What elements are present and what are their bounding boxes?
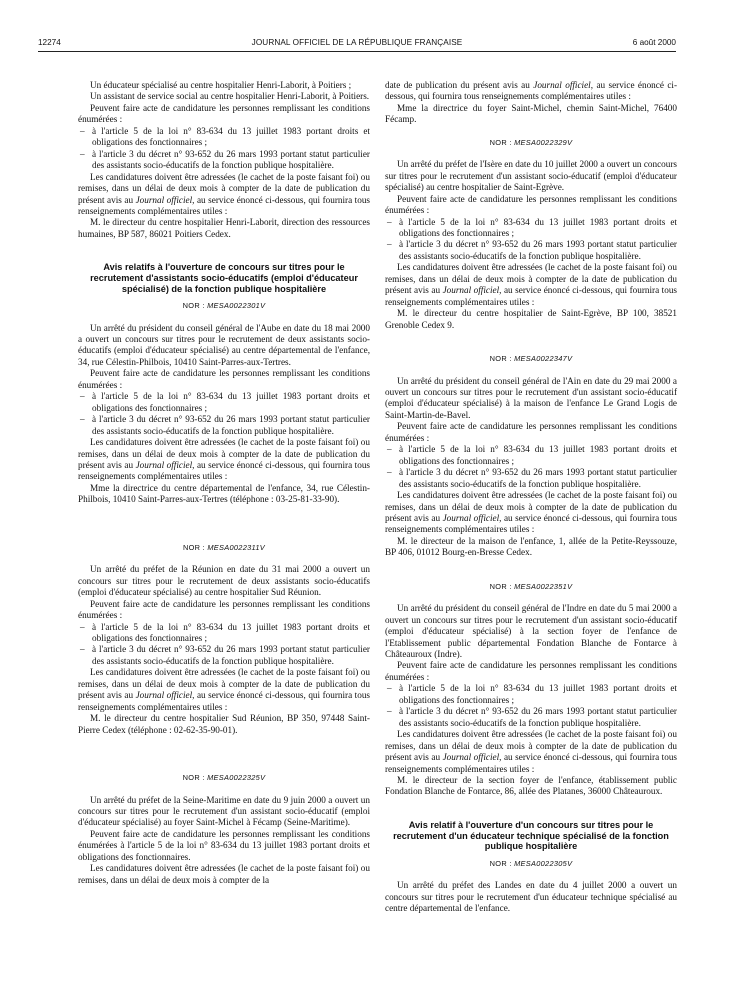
- paragraph: Peuvent faire acte de candidature les personnes remplissant les conditions énumérées :: [385, 660, 677, 682]
- condition-item: – à l'article 3 du décret n° 93-652 du 26 mars 1993 portant statut particulier des assistants socio-éducatifs de la fonction publique hospitalière.: [80, 414, 370, 436]
- paragraph: Les candidatures doivent être adressées (le cachet de la poste faisant foi) ou remises, dans un délai de deux mois à compter de la date de publication du présent avis au Journal officiel, au service énoncé ci-dessous, qui fournira tous renseignements complémentaires utiles :: [78, 171, 370, 216]
- paragraph: Peuvent faire acte de candidature les personnes remplissant les conditions énumérées à l'article 5 de la loi n° 83-634 du 13 juillet 1983 portant droits et obligations des fonctionnaires.: [78, 828, 370, 862]
- condition-item: – à l'article 5 de la loi n° 83-634 du 13 juillet 1983 portant droits et obligations des fonctionnaires ;: [387, 683, 677, 705]
- paragraph: Les candidatures doivent être adressées (le cachet de la poste faisant foi) ou remises, dans un délai de deux mois à compter de la date de publication du présent avis au Journal officiel, au service énoncé ci-dessous, qui fournira tous renseignements complémentaires utiles :: [78, 667, 370, 712]
- paragraph: Peuvent faire acte de candidature les personnes remplissant les conditions énumérées :: [385, 421, 677, 443]
- right-column: [385, 80, 677, 915]
- paragraph: Un arrêté du président du conseil général de l'Indre en date du 5 mai 2000 a ouvert un concours sur titres pour le recrutement d'un assistant socio-éducatif (emploi d'éducateur spécialisé) à la section foyer de l'enfance de l'Etablissement public départemental Fondation Blanche de Fontarce à Châteauroux (Indre).: [385, 603, 677, 660]
- paragraph: Les candidatures doivent être adressées (le cachet de la poste faisant foi) ou remises, dans un délai de deux mois à compter de la date de publication du présent avis au Journal officiel, au service énoncé ci-dessous, qui fournira tous renseignements complémentaires utiles :: [385, 262, 677, 307]
- paragraph: date de publication du présent avis au Journal officiel, au service énoncé ci-dessous, qui fournira tous renseignements complémentaires utiles :: [385, 80, 678, 102]
- nor-reference: NOR : MESA0022305V: [489, 858, 573, 868]
- nor-reference: NOR : MESA0022347V: [489, 354, 573, 364]
- condition-item: – à l'article 5 de la loi n° 83-634 du 13 juillet 1983 portant droits et obligations des fonctionnaires ;: [80, 125, 370, 148]
- paragraph: Peuvent faire acte de candidature les personnes remplissant les conditions énumérées :: [385, 193, 677, 216]
- address: M. le directeur du centre hospitalier Henri-Laborit, direction des ressources humaines, BP 587, 86021 Poitiers Cedex.: [78, 217, 370, 239]
- paragraph: Un arrêté du président du conseil général de l'Ain en date du 29 mai 2000 a ouvert un concours sur titres pour le recrutement d'un assistant socio-éducatif (emploi d'éducateur spécialisé) à la maison de l'enfance Le Grand Logis de Saint-Martin-de-Bavel.: [385, 375, 677, 420]
- paragraph: Les candidatures doivent être adressées (le cachet de la poste faisant foi) ou remises, dans un délai de deux mois à compter de la date de publication du présent avis au Journal officiel, au service énoncé ci-dessous, qui fournira tous renseignements complémentaires utiles :: [78, 437, 370, 482]
- section-heading: Avis relatifs à l'ouverture de concours sur titres pour le recrutement d'assistants socio-éducatifs (emploi d'éducateur spécialisé) de la fonction publique hospitalière: [90, 262, 358, 294]
- condition-item: – à l'article 3 du décret n° 93-652 du 26 mars 1993 portant statut particulier des assistants socio-éducatifs de la fonction publique hospitalière.: [387, 239, 677, 261]
- nor-reference: NOR : MESA0022311V: [182, 542, 266, 552]
- nor-reference: NOR : MESA0022325V: [182, 773, 266, 783]
- nor-reference: NOR : MESA0022351V: [489, 581, 573, 591]
- condition-item: – à l'article 3 du décret n° 93-652 du 26 mars 1993 portant statut particulier des assistants socio-éducatifs de la fonction publique hospitalière.: [387, 467, 677, 489]
- nor-reference: NOR : MESA0022329V: [489, 137, 573, 147]
- address: M. le directeur de la section foyer de l'enfance, établissement public Fondation Blanche de Fontarce, 86, allée des Platanes, 36000 Châteauroux.: [385, 775, 677, 797]
- paragraph: Un éducateur spécialisé au centre hospitalier Henri-Laborit, à Poitiers ;: [90, 80, 352, 90]
- paragraph: Un arrêté du préfet de la Réunion en date du 31 mai 2000 a ouvert un concours sur titres pour le recrutement de deux assistants socio-éducatifs (emploi d'éducateur spécialisé) au centre hospitalier Sud Réunion.: [78, 564, 370, 598]
- publication-date: 6 août 2000: [632, 38, 676, 47]
- condition-item: – à l'article 3 du décret n° 93-652 du 26 mars 1993 portant statut particulier des assistants socio-éducatifs de la fonction publique hospitalière.: [387, 706, 677, 728]
- paragraph: Les candidatures doivent être adressées (le cachet de la poste faisant foi) ou remises, dans un délai de deux mois à compter de la date de publication du présent avis au Journal officiel, au service énoncé ci-dessous, qui fournira tous renseignements complémentaires utiles :: [385, 490, 677, 535]
- address: Mme la directrice du foyer Saint-Michel, chemin Saint-Michel, 76400 Fécamp.: [385, 102, 677, 125]
- paragraph: Un arrêté du préfet de la Seine-Maritime en date du 9 juin 2000 a ouvert un concours sur titres pour le recrutement d'un assistant socio-éducatif (emploi d'éducateur spécialisé) au foyer Saint-Michel à Fécamp (Seine-Maritime).: [78, 794, 370, 828]
- condition-item: – à l'article 5 de la loi n° 83-634 du 13 juillet 1983 portant droits et obligations des fonctionnaires ;: [387, 444, 677, 466]
- section-heading: Avis relatif à l'ouverture d'un concours sur titres pour le recrutement d'un éducateur technique spécialisé de la fonction publique hospitalière: [393, 819, 669, 852]
- paragraph: Les candidatures doivent être adressées (le cachet de la poste faisant foi) ou remises, dans un délai de deux mois à compter de la: [78, 863, 370, 885]
- paragraph: Peuvent faire acte de candidature les personnes remplissant les conditions énumérées :: [78, 598, 370, 621]
- paragraph: Un arrêté du président du conseil général de l'Aube en date du 18 mai 2000 a ouvert un concours sur titres pour le recrutement de deux assistants socio-éducatifs (emploi d'éducateur spécialisé) au centre départemental de l'enfance, 34, rue Célestin-Philbois, 10410 Saint-Parres-aux-Tertres.: [78, 322, 370, 367]
- paragraph: Un arrêté du préfet de l'Isère en date du 10 juillet 2000 a ouvert un concours sur titres pour le recrutement d'un assistant socio-éducatif (emploi d'éducateur spécialisé) au centre hospitalier de Saint-Egrève.: [385, 159, 677, 193]
- nor-reference: NOR : MESA0022301V: [182, 301, 266, 311]
- address: M. le directeur du centre hospitalier de Saint-Egrève, BP 100, 38521 Grenoble Cedex 9.: [385, 308, 677, 330]
- condition-item: – à l'article 5 de la loi n° 83-634 du 13 juillet 1983 portant droits et obligations des fonctionnaires ;: [80, 621, 370, 643]
- paragraph: Un assistant de service social au centre hospitalier Henri-Laborit, à Poitiers.: [90, 91, 370, 102]
- address: M. le directeur du centre hospitalier Sud Réunion, BP 350, 97448 Saint-Pierre Cedex (téléphone : 02-62-35-90-01).: [78, 713, 370, 735]
- left-column: [78, 80, 370, 886]
- address: M. le directeur de la maison de l'enfance, 1, allée de la Petite-Reyssouze, BP 406, 01012 Bourg-en-Bresse Cedex.: [385, 535, 677, 558]
- page-header: [38, 38, 676, 52]
- address: Mme la directrice du centre départemental de l'enfance, 34, rue Célestin-Philbois, 10410 Saint-Parres-aux-Tertres (téléphone : 03-25-81-33-90).: [78, 482, 370, 505]
- paragraph: Peuvent faire acte de candidature les personnes remplissant les conditions énumérées :: [78, 102, 370, 125]
- condition-item: – à l'article 5 de la loi n° 83-634 du 13 juillet 1983 portant droits et obligations des fonctionnaires ;: [80, 391, 370, 413]
- page-number: 12274: [38, 38, 61, 47]
- journal-title: JOURNAL OFFICIEL DE LA RÉPUBLIQUE FRANÇAISE: [251, 38, 463, 47]
- header-rule: [38, 51, 676, 52]
- condition-item: – à l'article 5 de la loi n° 83-634 du 13 juillet 1983 portant droits et obligations des fonctionnaires ;: [387, 216, 677, 238]
- condition-item: – à l'article 3 du décret n° 93-652 du 26 mars 1993 portant statut particulier des assistants socio-éducatifs de la fonction publique hospitalière.: [80, 644, 370, 666]
- condition-item: – à l'article 3 du décret n° 93-652 du 26 mars 1993 portant statut particulier des assistants socio-éducatifs de la fonction publique hospitalière.: [80, 148, 370, 171]
- paragraph: Un arrêté du préfet des Landes en date du 4 juillet 2000 a ouvert un concours sur titres pour le recrutement d'un éducateur technique spécialisé au centre départemental de l'enfance.: [385, 880, 677, 914]
- paragraph: Peuvent faire acte de candidature les personnes remplissant les conditions énumérées :: [78, 368, 370, 390]
- paragraph: Les candidatures doivent être adressées (le cachet de la poste faisant foi) ou remises, dans un délai de deux mois à compter de la date de publication du présent avis au Journal officiel, au service énoncé ci-dessous, qui fournira tous renseignements complémentaires utiles :: [385, 729, 677, 774]
